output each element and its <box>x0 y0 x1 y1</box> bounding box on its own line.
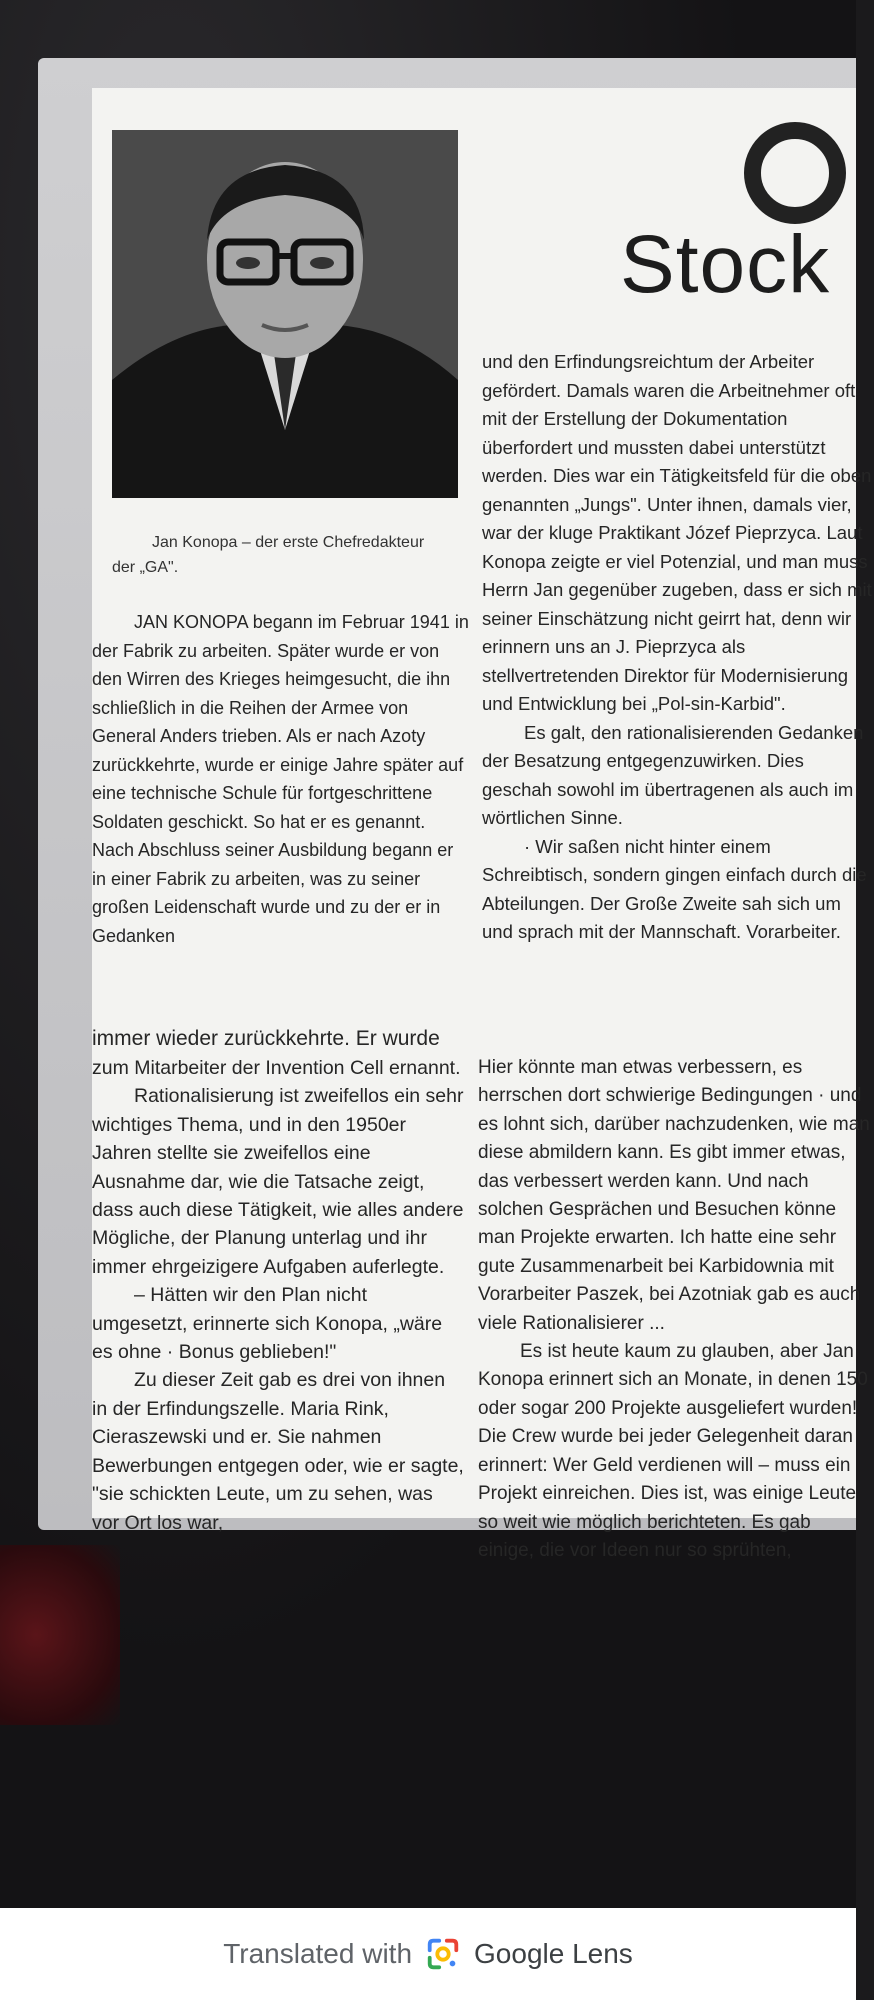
translated-with-label: Translated with <box>223 1938 413 1969</box>
google-lens-icon <box>424 1935 462 1973</box>
caption-line-2: der „GA". <box>112 559 179 576</box>
right-paragraph: Es ist heute kaum zu glauben, aber Jan Konopa erinnert sich an Monate, in denen 150 oder sogar 200 Projekte ausgeliefert wurden! Die Crew wurde bei jeder Gelegenheit daran erinnert: Wer Geld verdienen will – muss ein Projekt einreichen. Dies ist, was einige Leute so weit wie möglich berichteten. Es gab einige, die vor Ideen nur so sprühten, <box>478 1341 868 1561</box>
portrait-photo <box>112 130 458 498</box>
headline: Stock <box>620 219 831 310</box>
left-column <box>92 608 472 950</box>
wide-line: immer wieder zurückkehrte. Er wurde <box>92 1027 440 1050</box>
left-paragraph: Rationalisierung ist zweifellos ein sehr wichtiges Thema, und in den 1950er Jahren stellte sie zweifellos eine Ausnahme dar, wie die Tatsache zeigt, dass auch diese Tätigkeit, wie alles andere Mögliche, der Planung unterlag und ihr immer ehrgeizigere Aufgaben auferlegte. <box>92 1085 464 1278</box>
right-paragraph: Es galt, den rationalisierenden Gedanken der Besatzung entgegenzuwirken. Dies geschah sowohl im übertragenen als auch im wörtlichen Sinne. <box>482 721 864 828</box>
right-column-continued <box>478 1054 870 1565</box>
photo-caption <box>112 530 482 580</box>
right-paragraph: · Wir saßen nicht hinter einem Schreibtisch, sondern gingen einfach durch die Abteilungen. Der Große Zweite sah sich um und sprach mit der Mannschaft. Vorarbeiter. <box>482 835 867 942</box>
google-lens-brand: Google Lens <box>474 1938 633 1969</box>
right-paragraph: und den Erfindungsreichtum der Arbeiter gefördert. Damals waren die Arbeitnehmer oft mit der Erstellung der Dokumentation überfordert und mussten dabei unterstützt werden. Dies war ein Tätigkeitsfeld für die oben genannten „Jungs". Unter ihnen, damals vier, war der kluge Praktikant Józef Pieprzyca. Laut Konopa zeigte er viel Potenzial, und man muss Herrn Jan gegenüber zugeben, dass er sich mit seiner Einschätzung nicht geirrt hat, denn wir erinnern uns an J. Pieprzyca als stellvertretenden Direktor für Modernisierung und Entwicklung bei „Pol-sin-Karbid". <box>482 351 872 714</box>
newspaper-clipping <box>92 88 872 1561</box>
left-paragraph: JAN KONOPA begann im Februar 1941 in der Fabrik zu arbeiten. Später wurde er von den Wirren des Krieges heimgesucht, die ihn schließlich in die Reihen der Armee von General Anders trieben. Als er nach Azoty zurückkehrte, wurde er einige Jahre später auf eine technische Schule für fortgeschrittene Soldaten geschickt. So hat er es genannt. Nach Abschluss seiner Ausbildung begann er in einer Fabrik zu arbeiten, was zu seiner großen Leidenschaft wurde und zu der er in Gedanken <box>92 612 469 946</box>
left-paragraph: Zu dieser Zeit gab es drei von ihnen in der Erfindungszelle. Maria Rink, Cieraszewski und er. Sie nahmen Bewerbungen entgegen oder, wie er sagte, "sie schickten Leute, um zu sehen, was vor Ort los war, <box>92 1369 464 1534</box>
portrait-figure <box>112 130 458 498</box>
translation-footer <box>0 1908 856 2000</box>
right-paragraph: Hier könnte man etwas verbessern, es herrschen dort schwierige Bedingungen · und es lohnt sich, darüber nachzudenken, wie man diese abmildern kann. Es gibt immer etwas, das verbessert werden kann. Und nach solchen Gesprächen und Besuchen könne man Projekte erwarten. Ich hatte eine sehr gute Zusammenarbeit bei Karbidownia mit Vorarbeiter Paszek, bei Azotniak gab es auch viele Rationalisierer ... <box>478 1057 870 1334</box>
left-column-continued <box>92 1054 464 1537</box>
red-fabric-corner <box>0 1545 120 1725</box>
left-paragraph: zum Mitarbeiter der Invention Cell ernannt. <box>92 1057 461 1079</box>
right-column <box>482 348 874 947</box>
logo-ring-icon <box>744 122 846 224</box>
caption-line-1: Jan Konopa – der erste Chefredakteur <box>152 534 425 551</box>
left-paragraph: – Hätten wir den Plan nicht umgesetzt, erinnerte sich Konopa, „wäre es ohne · Bonus geblieben!" <box>92 1284 443 1364</box>
